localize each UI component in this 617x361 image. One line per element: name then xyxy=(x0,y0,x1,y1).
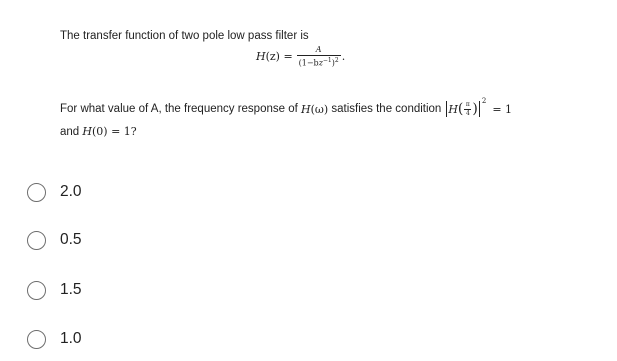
line3-rest: (0) = 1? xyxy=(91,125,137,138)
radio-button-icon[interactable] xyxy=(27,183,46,202)
question-text-line3 xyxy=(60,125,137,138)
formula-fraction xyxy=(297,46,341,68)
line2-mid: satisfies the condition xyxy=(331,103,442,115)
frac-num: π xyxy=(465,100,470,108)
radio-button-icon[interactable] xyxy=(27,330,46,349)
line2-func: H xyxy=(301,102,311,116)
radio-button-icon[interactable] xyxy=(27,281,46,300)
outer-exponent: 2 xyxy=(334,57,339,64)
abs-bar-right xyxy=(479,101,480,117)
formula-lhs-function: H xyxy=(256,50,266,64)
denominator-var: z xyxy=(318,58,323,68)
formula-lhs xyxy=(256,50,293,63)
formula-lhs-arg: (z) = xyxy=(265,50,293,64)
denominator-close: ) xyxy=(331,58,335,68)
line2-arg: (ω) xyxy=(310,102,329,116)
answer-option-label: 0.5 xyxy=(60,231,82,248)
denominator-exp: −1 xyxy=(322,57,332,64)
answer-option-2[interactable] xyxy=(27,228,82,252)
condition-func: H xyxy=(448,102,458,116)
radio-button-icon[interactable] xyxy=(27,231,46,250)
line3-func: H xyxy=(82,125,92,138)
condition-expression xyxy=(445,97,513,117)
line2-prefix: For what value of A, the frequency response of xyxy=(60,103,298,115)
answer-option-label: 2.0 xyxy=(60,183,82,200)
paren-open: ( xyxy=(457,101,464,117)
condition-rhs: = 1 xyxy=(492,102,513,116)
answer-option-1[interactable] xyxy=(27,180,82,204)
pi-over-4-fraction xyxy=(464,102,471,117)
line2-math xyxy=(301,103,328,116)
question-text-line2 xyxy=(60,97,513,117)
answer-option-label: 1.0 xyxy=(60,330,82,347)
question-text-line1: The transfer function of two pole low pass filter is xyxy=(60,30,309,42)
line3-prefix: and xyxy=(60,126,80,138)
condition-exponent: 2 xyxy=(481,97,487,105)
question-block xyxy=(0,0,617,150)
formula-terminator: . xyxy=(341,50,346,64)
answer-option-label: 1.5 xyxy=(60,281,82,298)
formula-numerator: A xyxy=(315,45,322,54)
transfer-function-formula xyxy=(256,46,345,68)
answer-option-3[interactable] xyxy=(27,278,82,302)
paren-close: ) xyxy=(472,101,478,117)
line3-math xyxy=(82,125,136,138)
denominator-open: (1−b xyxy=(298,58,319,68)
answer-option-4[interactable] xyxy=(27,327,82,351)
formula-denominator xyxy=(299,56,339,68)
answer-options xyxy=(0,170,617,361)
frac-den: 4 xyxy=(465,109,470,117)
